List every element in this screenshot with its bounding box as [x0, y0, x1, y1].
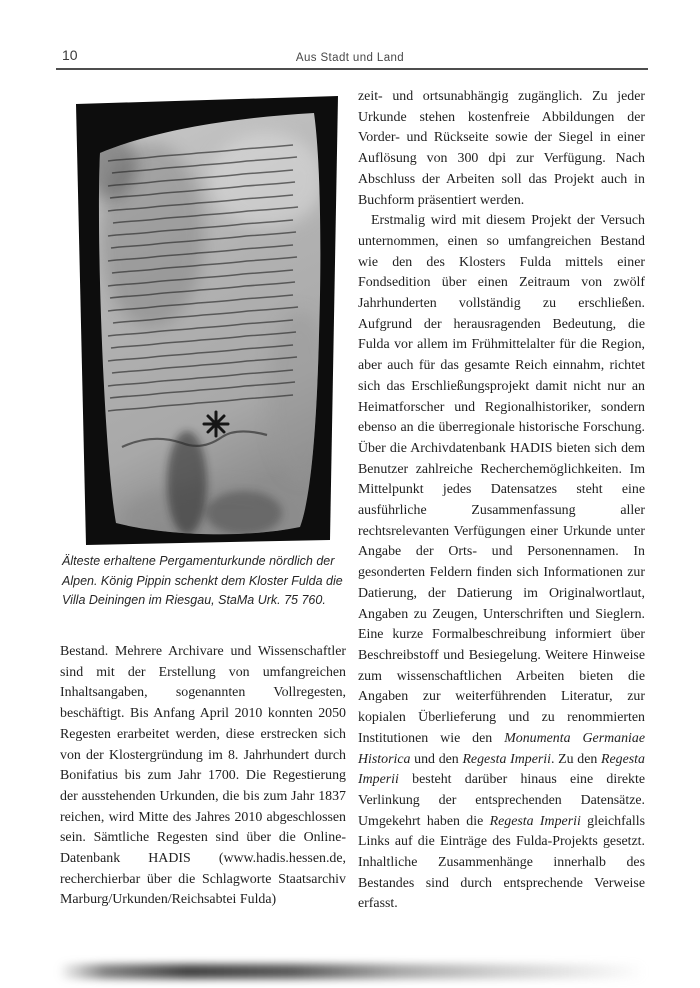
text-run: Erstmalig wird mit diesem Projekt der Versuch unternommen, einen so umfangreichen Bestand wie den des Klosters Fulda mittels einer Fondsedition über einen Zeitraum von zwölf Jahrhunderten vollständig zu erschließen. Aufgrund der herausragenden Bedeutung, die Fulda vor allem im Frühmittelalter für die Region, aber auch für das gesamte Reich einnahm, richtet sich das Erschließungsprojekt damit nicht nur an Heimatforscher und Regionalhistoriker, sondern ebenso an die überregionale historische Forschung. Über die Archivdatenbank HADIS bieten sich dem Benutzer zahlreiche Recherchemöglichkeiten. Im Mittelpunkt jedes Datensatzes steht eine ausführliche Zusammenfassung aller rechtsrelevanten Verfügungen einer Urkunde unter Angabe der Orts- und Personennamen. In gesonderten Feldern finden sich Informationen zur Datierung, der Datierung im Originalwortlaut, Angaben zu Zeugen, Unterschriften und Sieglern. Eine kurze Formalbeschreibung informiert über Beschreibstoff und Besiegelung. Weitere Hinweise zum wissenschaftlichen Arbeiten bieten die Angaben zur weiterführenden Literatur, zur kopialen Überlieferung und zu renommierten Institutionen wie den [358, 213, 645, 746]
paragraph [358, 87, 645, 211]
right-text-column [358, 87, 645, 915]
text-run: besteht darüber hinaus eine direkte Verlinkung der entsprechenden Datensätze. Umgekehrt haben die [358, 772, 645, 829]
paragraph [60, 642, 346, 911]
parchment-photo [62, 95, 342, 547]
text-run: und den [410, 751, 463, 767]
paragraph [358, 211, 645, 915]
figure-caption: Älteste erhaltene Pergamenturkunde nördlich der Alpen. König Pippin schenkt dem Kloster Fulda die Villa Deiningen im Riesgau, StaMa Urk. 75 760. [62, 554, 343, 607]
running-header-title: Aus Stadt und Land [295, 52, 405, 64]
italic-text-run: Regesta Imperii [489, 813, 581, 829]
italic-text-run: Monumenta Germaniae Historica [358, 730, 646, 767]
text-run: zeit- und ortsunabhängig zugänglich. Zu jeder Urkunde stehen kostenfreie Abbildungen der Vorder- und Rückseite sowie der Siegel in einer Auflösung von 300 dpi zur Verfügung. Nach Abschluss der Arbeiten soll das Projekt auch in Buchform präsentiert werden. [358, 89, 645, 208]
text-run: gleichfalls Links auf die Einträge des Fulda-Projekts gesetzt. Inhaltliche Zusammenhänge innerhalb des Bestandes sind durch entsprechende Verweise erfasst. [358, 813, 646, 912]
text-run: . Zu den [551, 751, 602, 767]
seal-star-mark [204, 412, 228, 436]
italic-text-run: Regesta Imperii [462, 751, 551, 767]
header-rule [56, 68, 648, 70]
left-text-column [60, 642, 346, 911]
text-run: Bestand. Mehrere Archivare und Wissenschaftler sind mit der Erstellung von umfangreichen Inhaltsangaben, sogenannten Vollregesten, beschäftigt. Bis Anfang April 2010 konnten 2050 Regesten erarbeitet werden, diese erstrecken sich von der Klostergründung im 8. Jahrhundert durch Bonifatius bis zum Jahr 1700. Die Regestierung der ausstehenden Urkunden, die bis zum Jahr 1837 reichen, wird Mitte des Jahres 2010 abgeschlossen sein. Sämtliche Regesten sind über die Online-Datenbank HADIS (www.hadis.hessen.de, recherchierbar über die Schlagworte Staatsarchiv Marburg/Urkunden/Reichsabtei Fulda) [60, 644, 346, 908]
page-number: 10 [62, 47, 78, 63]
italic-text-run: Regesta Imperii [358, 751, 645, 788]
page-scan-shadow [58, 964, 646, 979]
parchment-photo-graphic [62, 95, 342, 547]
